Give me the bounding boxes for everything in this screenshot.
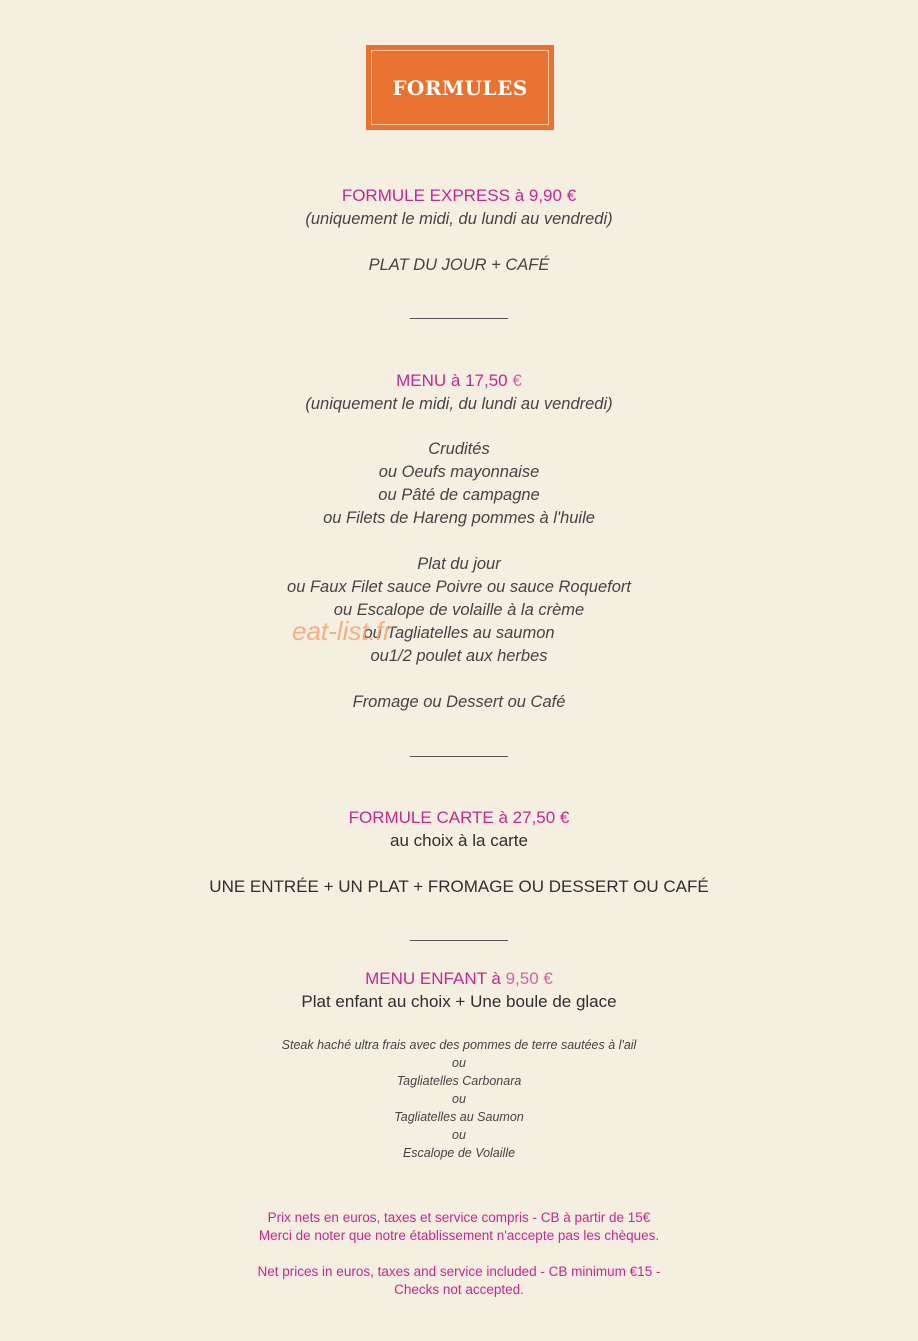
note-fr: Prix nets en euros, taxes et service compris - CB à partir de 15€ <box>267 1210 651 1225</box>
header-box <box>366 45 554 130</box>
page-title: FORMULES <box>392 75 528 100</box>
menu-enfant-choice: Escalope de Volaille <box>402 1146 516 1160</box>
menu-entree: ou Oeufs mayonnaise <box>378 463 540 481</box>
menu-entree: ou Pâté de campagne <box>378 486 540 504</box>
menu-enfant-title: MENU ENFANT à 9,50 € <box>365 969 553 988</box>
menu-plat: ou1/2 poulet aux herbes <box>370 647 548 665</box>
menu-plat: ou Faux Filet sauce Poivre ou sauce Roquefort <box>287 578 631 596</box>
menu-enfant-choice: Tagliatelles Carbonara <box>396 1074 522 1088</box>
formule-carte-content: UNE ENTRÉE + UN PLAT + FROMAGE OU DESSERT OU CAFÉ <box>209 877 709 896</box>
menu-enfant-choice: ou <box>452 1092 466 1106</box>
formule-carte-title: FORMULE CARTE à 27,50 € <box>348 808 570 827</box>
separator: ___________ <box>410 303 508 320</box>
note-fr: Merci de noter que notre établissement n'accepte pas les chèques. <box>258 1228 660 1243</box>
formule-express-title: FORMULE EXPRESS à 9,90 € <box>341 186 577 205</box>
menu-plat: ou Tagliatelles au saumon <box>363 624 555 642</box>
formule-express-subtitle: (uniquement le midi, du lundi au vendredi) <box>305 210 613 228</box>
note-en: Net prices in euros, taxes and service included - CB minimum €15 - <box>257 1264 661 1279</box>
menu-entree: Crudités <box>428 440 490 458</box>
menu-enfant-choice: ou <box>452 1056 466 1070</box>
menu-fin: Fromage ou Dessert ou Café <box>352 693 566 711</box>
separator: ___________ <box>410 741 508 758</box>
formule-express-content: PLAT DU JOUR + CAFÉ <box>368 256 550 274</box>
watermark: eat-list.fr <box>292 616 392 646</box>
menu-enfant-choice: Tagliatelles au Saumon <box>394 1110 524 1124</box>
menu-enfant-choice: ou <box>452 1128 466 1142</box>
menu-subtitle: (uniquement le midi, du lundi au vendredi) <box>305 395 613 413</box>
menu-plat: ou Escalope de volaille à la crème <box>333 601 585 619</box>
separator: ___________ <box>410 925 508 942</box>
menu-entree: ou Filets de Hareng pommes à l'huile <box>323 509 595 527</box>
note-en: Checks not accepted. <box>394 1282 524 1297</box>
menu-title: MENU à 17,50 € <box>396 371 522 390</box>
menu-enfant-choice: Steak haché ultra frais avec des pommes de terre sautées à l'ail <box>281 1038 637 1052</box>
formule-carte-subtitle: au choix à la carte <box>390 831 528 850</box>
menu-plat: Plat du jour <box>417 555 501 573</box>
menu-enfant-subtitle: Plat enfant au choix + Une boule de glace <box>301 992 617 1011</box>
